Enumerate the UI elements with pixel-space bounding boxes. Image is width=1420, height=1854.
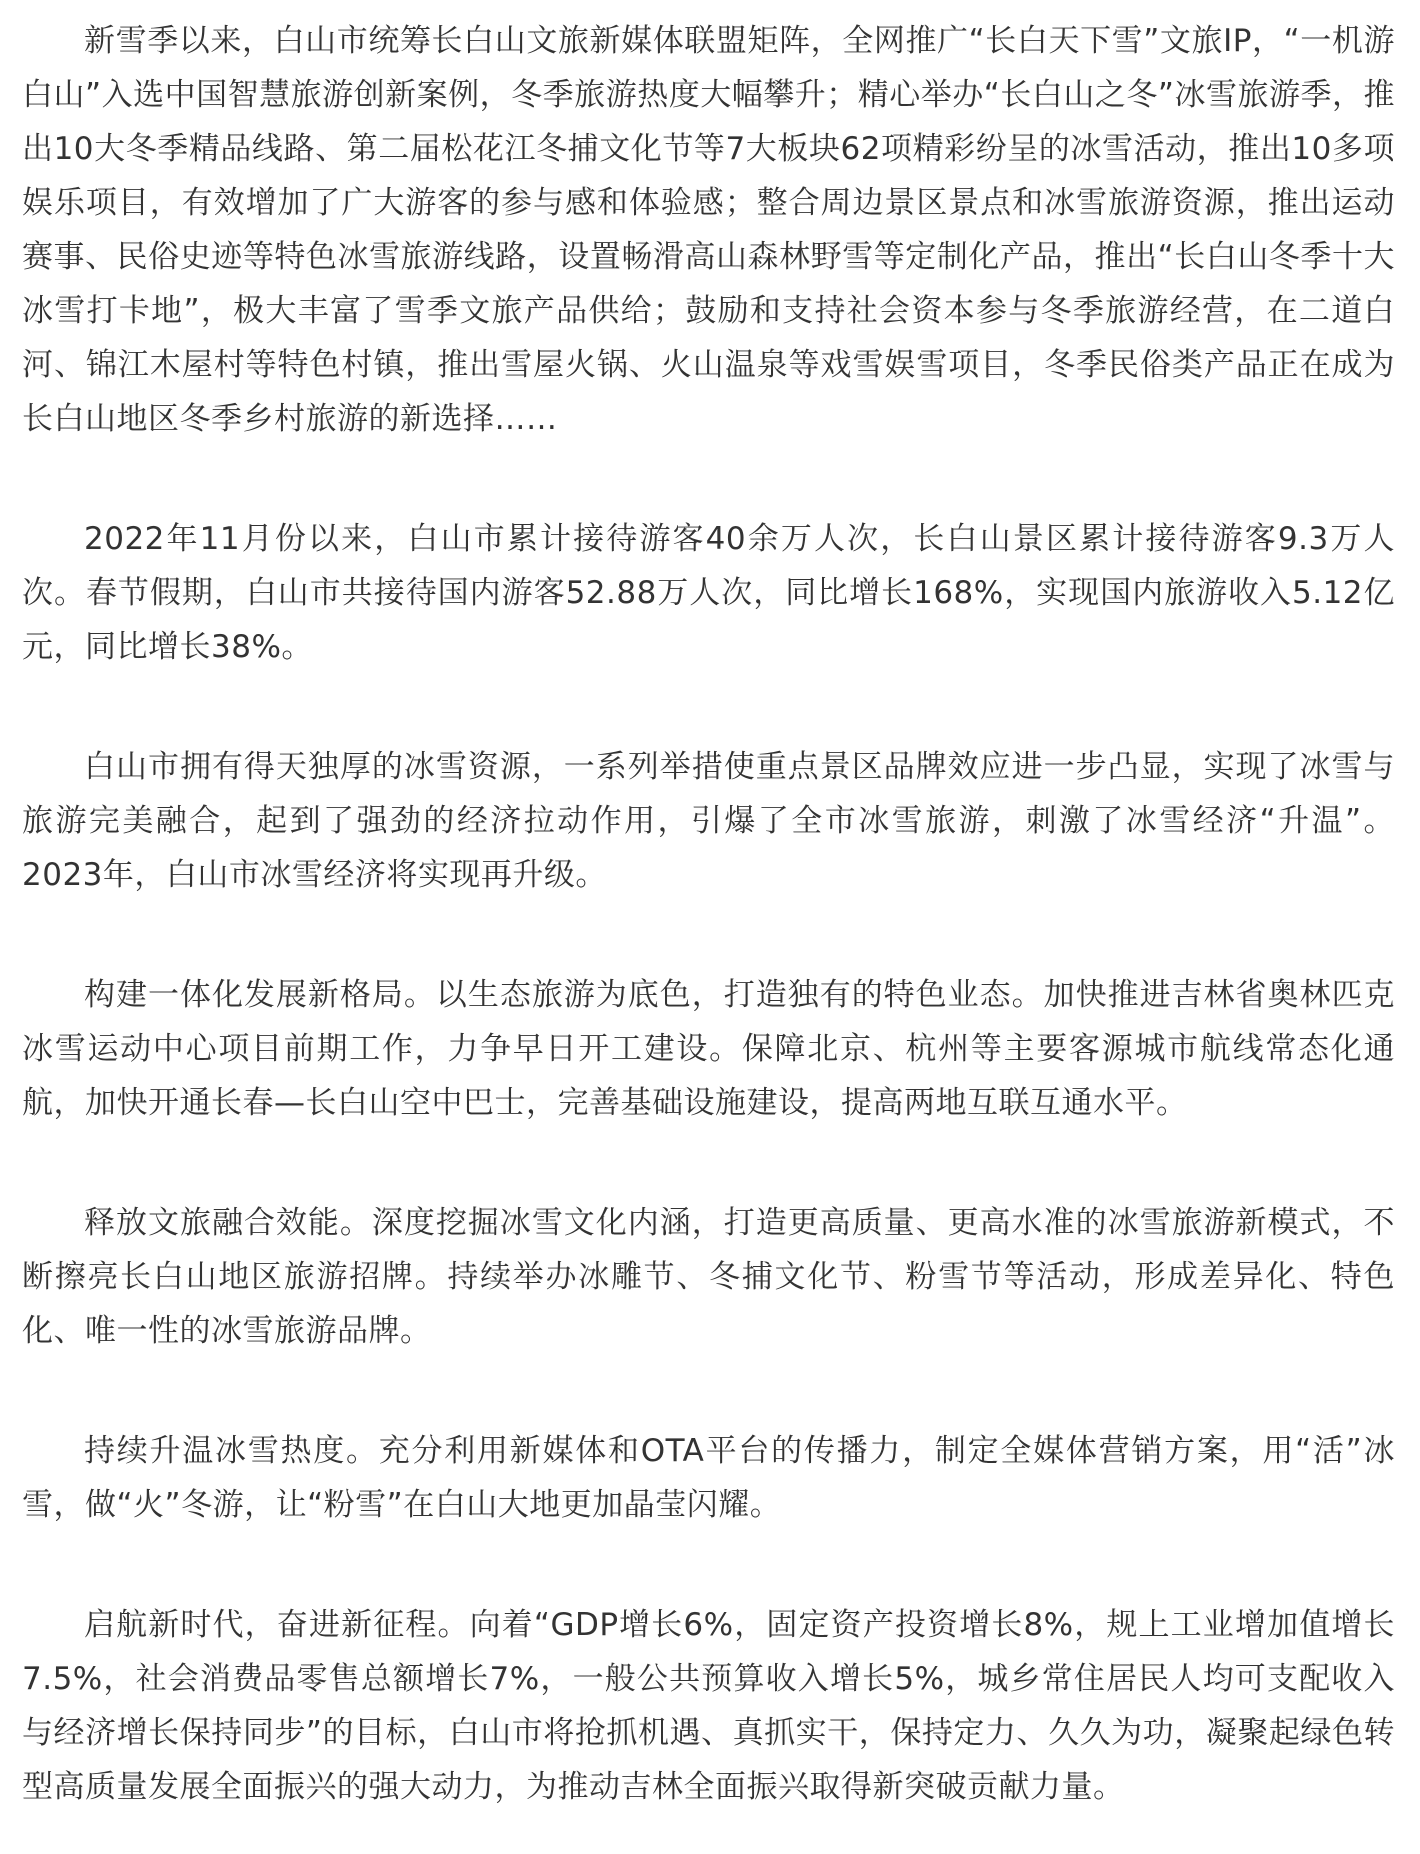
paragraph-economic-targets: 启航新时代，奋进新征程。向着“GDP增长6%，固定资产投资增长8%，规上工业增加值增长7.5%，社会消费品零售总额增长7%，一般公共预算收入增长5%，城乡常住居民人均可支配收入与经济增长保持同步”的目标，白山市将抢抓机遇、真抓实干，保持定力、久久为功，凝聚起绿色转型高质量发展全面振兴的强大动力，为推动吉林全面振兴取得新突破贡献力量。 [22,1607,1395,1805]
paragraph-ice-snow-resources: 白山市拥有得天独厚的冰雪资源，一系列举措使重点景区品牌效应进一步凸显，实现了冰雪与旅游完美融合，起到了强劲的经济拉动作用，引爆了全市冰雪旅游，刺激了冰雪经济“升温”。2023年，白山市冰雪经济将实现再升级。 [22,749,1395,893]
paragraph-integrated-development: 构建一体化发展新格局。以生态旅游为底色，打造独有的特色业态。加快推进吉林省奥林匹克冰雪运动中心项目前期工作，力争早日开工建设。保障北京、杭州等主要客源城市航线常态化通航，加快开通长春—长白山空中巴士，完善基础设施建设，提高两地互联互通水平。 [22,977,1395,1121]
paragraph-culture-tourism-fusion: 释放文旅融合效能。深度挖掘冰雪文化内涵，打造更高质量、更高水准的冰雪旅游新模式，不断擦亮长白山地区旅游招牌。持续举办冰雕节、冬捕文化节、粉雪节等活动，形成差异化、特色化、唯一性的冰雪旅游品牌。 [22,1205,1395,1349]
paragraph-visitor-statistics: 2022年11月份以来，白山市累计接待游客40余万人次，长白山景区累计接待游客9.3万人次。春节假期，白山市共接待国内游客52.88万人次，同比增长168%，实现国内旅游收入5.12亿元，同比增长38%。 [22,521,1395,665]
paragraph-winter-tourism-initiatives: 新雪季以来，白山市统筹长白山文旅新媒体联盟矩阵，全网推广“长白天下雪”文旅IP，“一机游白山”入选中国智慧旅游创新案例，冬季旅游热度大幅攀升；精心举办“长白山之冬”冰雪旅游季，推出10大冬季精品线路、第二届松花江冬捕文化节等7大板块62项精彩纷呈的冰雪活动，推出10多项娱乐项目，有效增加了广大游客的参与感和体验感；整合周边景区景点和冰雪旅游资源，推出运动赛事、民俗史迹等特色冰雪旅游线路，设置畅滑高山森林野雪等定制化产品，推出“长白山冬季十大冰雪打卡地”，极大丰富了雪季文旅产品供给；鼓励和支持社会资本参与冬季旅游经营，在二道白河、锦江木屋村等特色村镇，推出雪屋火锅、火山温泉等戏雪娱雪项目，冬季民俗类产品正在成为长白山地区冬季乡村旅游的新选择…… [22,23,1395,437]
paragraph-ice-snow-promotion: 持续升温冰雪热度。充分利用新媒体和OTA平台的传播力，制定全媒体营销方案，用“活”冰雪，做“火”冬游，让“粉雪”在白山大地更加晶莹闪耀。 [22,1433,1395,1523]
